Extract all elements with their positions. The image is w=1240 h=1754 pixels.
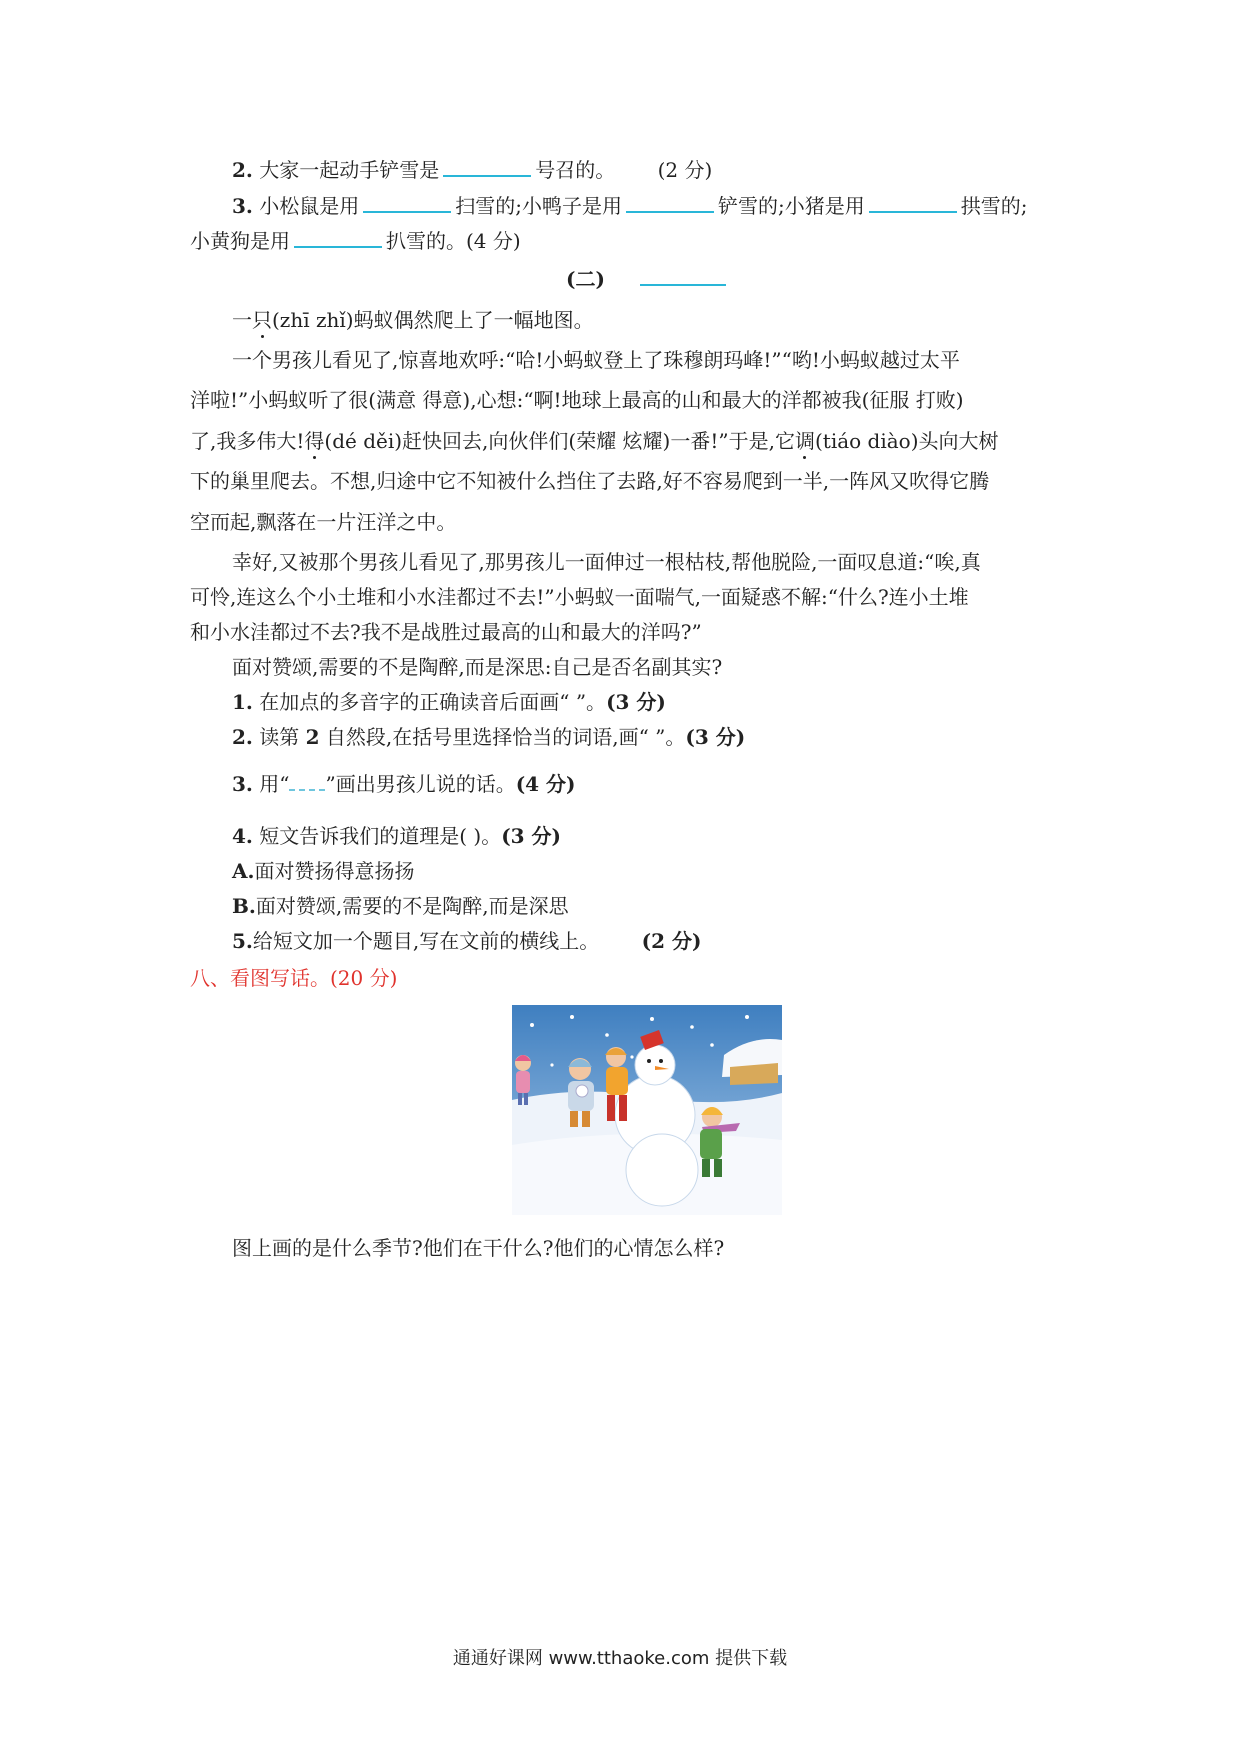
question-1: 1. 在加点的多音字的正确读音后面画“ ”。(3 分) xyxy=(232,690,666,714)
snowman-illustration xyxy=(512,1005,782,1215)
question-3: 3. 用“ ”画出男孩儿说的话。(4 分) xyxy=(232,772,576,796)
passage-p3-l1: 幸好,又被那个男孩儿看见了,那男孩儿一面伸过一根枯枝,帮他脱险,一面叹息道:“唉,真 xyxy=(232,550,981,574)
passage-p3-l2: 可怜,连这么个小土堆和小水洼都过不去!”小蚂蚁一面喘气,一面疑惑不解:“什么?连小土堆 xyxy=(190,585,969,609)
section-8-title: 八、看图写话。(20 分) xyxy=(190,966,398,990)
answer-blank[interactable] xyxy=(869,193,957,213)
question-2-top: 2. 大家一起动手铲雪是 号召的。 (2 分) xyxy=(232,158,713,182)
question-4: 4. 短文告诉我们的道理是( )。(3 分) xyxy=(232,824,562,848)
writing-prompt: 图上画的是什么季节?他们在干什么?他们的心情怎么样? xyxy=(232,1236,725,1260)
question-5: 5.给短文加一个题目,写在文前的横线上。 (2 分) xyxy=(232,929,702,953)
passage-p2-l3: 了,我多伟大!得(dé děi)赶快回去,向伙伴们(荣耀 炫耀)一番!”于是,它调(tiáo diào)头向大树 xyxy=(190,429,999,453)
section-2-title: (二) xyxy=(566,265,730,293)
passage-p2-l2: 洋啦!”小蚂蚁听了很(满意 得意),心想:“啊!地球上最高的山和最大的洋都被我(征服 打败) xyxy=(190,388,964,412)
question-3-top: 3. 小松鼠是用 扫雪的;小鸭子是用 铲雪的;小猪是用 拱雪的; xyxy=(232,194,1028,218)
option-b[interactable]: B.面对赞颂,需要的不是陶醉,而是深思 xyxy=(232,894,569,918)
passage-p1: 一只(zhī zhǐ)蚂蚁偶然爬上了一幅地图。 xyxy=(232,308,594,332)
passage-p4: 面对赞颂,需要的不是陶醉,而是深思:自己是否名副其实? xyxy=(232,655,723,679)
question-3-top-cont: 小黄狗是用 扒雪的。(4 分) xyxy=(190,229,521,253)
question-2: 2. 读第 2 自然段,在括号里选择恰当的词语,画“ ”。(3 分) xyxy=(232,725,746,749)
answer-blank[interactable] xyxy=(626,193,714,213)
answer-blank[interactable] xyxy=(363,193,451,213)
passage-p2-l1: 一个男孩儿看见了,惊喜地欢呼:“哈!小蚂蚁登上了珠穆朗玛峰!”“哟!小蚂蚁越过太平 xyxy=(232,348,960,372)
dashed-line-sample xyxy=(289,773,325,791)
page-footer: 通通好课网 www.tthaoke.com 提供下载 xyxy=(452,1648,788,1669)
answer-blank[interactable] xyxy=(294,228,382,248)
passage-p2-l4: 下的巢里爬去。不想,归途中它不知被什么挡住了去路,好不容易爬到一半,一阵风又吹得它腾 xyxy=(190,469,990,493)
passage-p2-l5: 空而起,飘落在一片汪洋之中。 xyxy=(190,510,457,534)
answer-blank[interactable] xyxy=(443,157,531,177)
title-blank[interactable] xyxy=(640,266,726,286)
passage-p3-l3: 和小水洼都过不去?我不是战胜过最高的山和最大的洋吗?” xyxy=(190,620,702,644)
option-a[interactable]: A.面对赞扬得意扬扬 xyxy=(232,859,415,883)
